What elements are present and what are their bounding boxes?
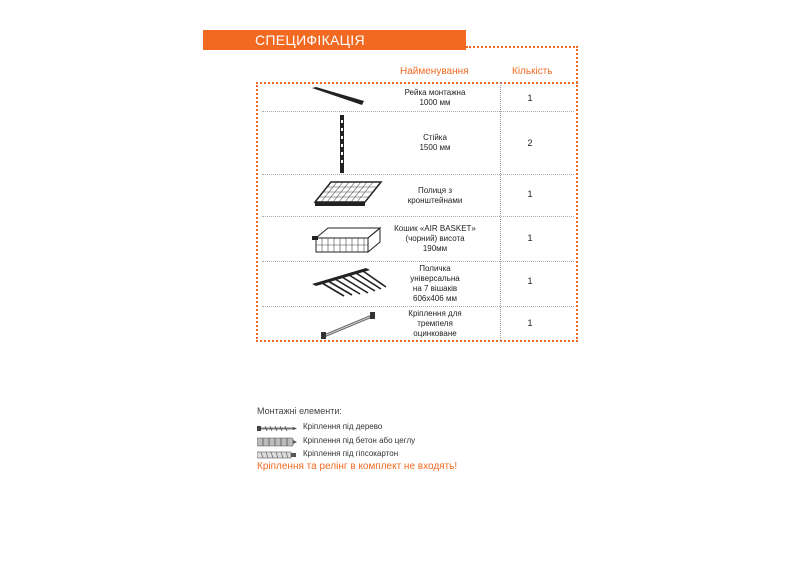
wire-shelf-icon (313, 180, 383, 212)
mounting-label: Кріплення під дерево (303, 422, 383, 431)
wood-screw-icon (257, 423, 297, 433)
concrete-anchor-icon (257, 437, 297, 447)
left-border (256, 82, 258, 342)
item-4-name: Кошик «AIR BASKET» (чорний) висота 190мм (394, 224, 476, 253)
row-divider (262, 261, 574, 262)
item-2-name: Стійка 1500 мм (419, 133, 451, 152)
mounting-label: Кріплення під бетон або цеглу (303, 436, 416, 445)
item-5-name: Поличка універсальна на 7 вішаків 606х406 мм (410, 264, 460, 303)
item-3-qty: 1 (527, 189, 533, 199)
upright-post-icon (335, 114, 349, 174)
section-title: СПЕЦИФІКАЦІЯ (255, 32, 365, 48)
header-qty: Кількість (512, 66, 553, 77)
column-divider (500, 82, 501, 342)
section-title-bar (203, 30, 466, 50)
hanger-bar-icon (320, 310, 380, 340)
item-6-name: Кріплення для тремпеля оцинковане (408, 309, 462, 338)
wire-basket-icon (312, 226, 382, 256)
row-divider (262, 174, 574, 175)
item-1-name: Рейка монтажна 1000 мм (404, 88, 466, 107)
row-divider (262, 306, 574, 307)
item-1-qty: 1 (527, 93, 533, 103)
drywall-anchor-icon (257, 450, 297, 460)
item-5-qty: 1 (527, 276, 533, 286)
item-6-qty: 1 (527, 318, 533, 328)
mounting-label: Кріплення під гіпсокартон (303, 449, 399, 458)
item-4-qty: 1 (527, 233, 533, 243)
mounting-title: Монтажні елементи: (257, 406, 342, 416)
row-divider (262, 216, 574, 217)
warning-note: Кріплення та релінг в комплект не входять! (257, 461, 458, 472)
row-divider (262, 111, 574, 112)
header-divider (256, 82, 578, 84)
item-3-name: Полиця з кронштейнами (407, 186, 463, 205)
hanger-rack-icon (308, 266, 388, 300)
bottom-border (256, 340, 578, 342)
header-name: Найменування (400, 66, 469, 77)
right-border (576, 46, 578, 342)
item-2-qty: 2 (527, 138, 533, 148)
top-border (466, 46, 578, 48)
wall-rail-icon (310, 86, 366, 106)
